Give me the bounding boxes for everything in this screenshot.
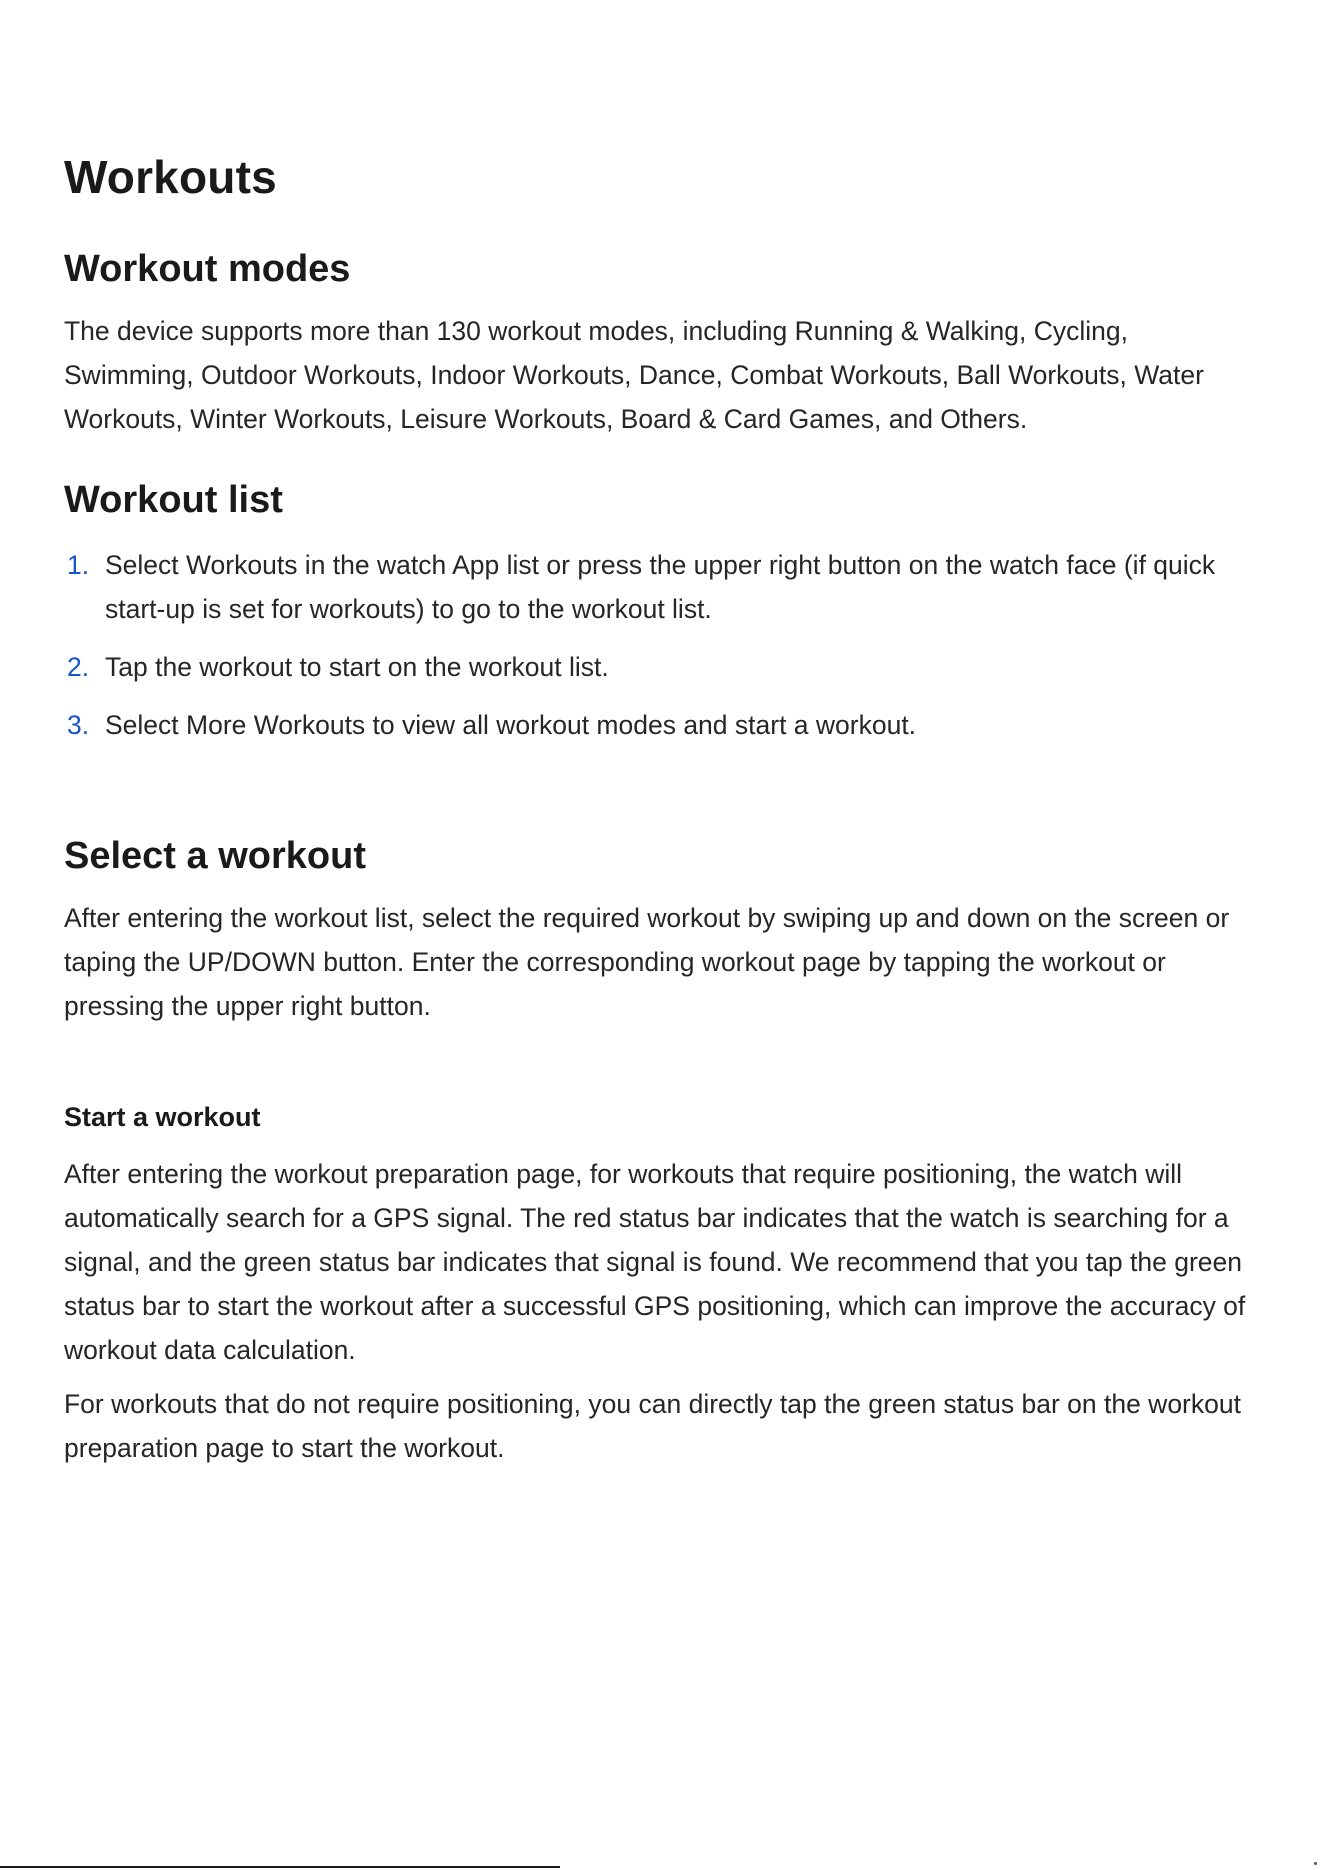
list-item-text: Tap the workout to start on the workout list. [105,652,609,682]
select-workout-paragraph: After entering the workout list, select the required workout by swiping up and down on the screen or taping the UP/DOWN button. Enter the corresponding workout page by tapping the workout or pressing the upper right button. [64,903,1230,1021]
list-item [64,703,1254,747]
workout-list-steps [64,543,1254,761]
list-item-number: 2. [67,652,90,682]
section-heading-workout-list: Workout list [64,479,283,521]
list-item [64,543,1254,631]
list-item-number: 1. [67,550,90,580]
section-heading-workout-modes: Workout modes [64,248,351,290]
start-workout-paragraph-2: For workouts that do not require positioning, you can directly tap the green status bar on the workout preparation page to start the workout. [64,1389,1241,1463]
list-item-number: 3. [67,710,90,740]
start-workout-paragraph-1: After entering the workout preparation page, for workouts that require positioning, the watch will automatically search for a GPS signal. The red status bar indicates that the watch is searching for a signal, and the green status bar indicates that signal is found. We recommend that you tap the green status bar to start the workout after a successful GPS positioning, which can improve the accuracy of workout data calculation. [64,1159,1246,1365]
footer-divider [0,1866,560,1868]
list-item-text: Select More Workouts to view all workout modes and start a workout. [105,710,917,740]
list-item-text: Select Workouts in the watch App list or press the upper right button on the watch face (if quick start-up is set for workouts) to go to the workout list. [105,550,1216,624]
subsection-heading-start-workout: Start a workout [64,1102,261,1132]
workout-modes-paragraph: The device supports more than 130 workout modes, including Running & Walking, Cycling, Swimming, Outdoor Workouts, Indoor Workouts, Dance, Combat Workouts, Ball Workouts, Water Workouts, Winter Workouts, Leisure Workouts, Board & Card Games, and Others. [64,316,1204,434]
corner-mark [1314,1862,1317,1865]
page-title: Workouts [64,151,277,203]
list-item [64,645,1254,689]
section-heading-select-workout: Select a workout [64,835,366,877]
